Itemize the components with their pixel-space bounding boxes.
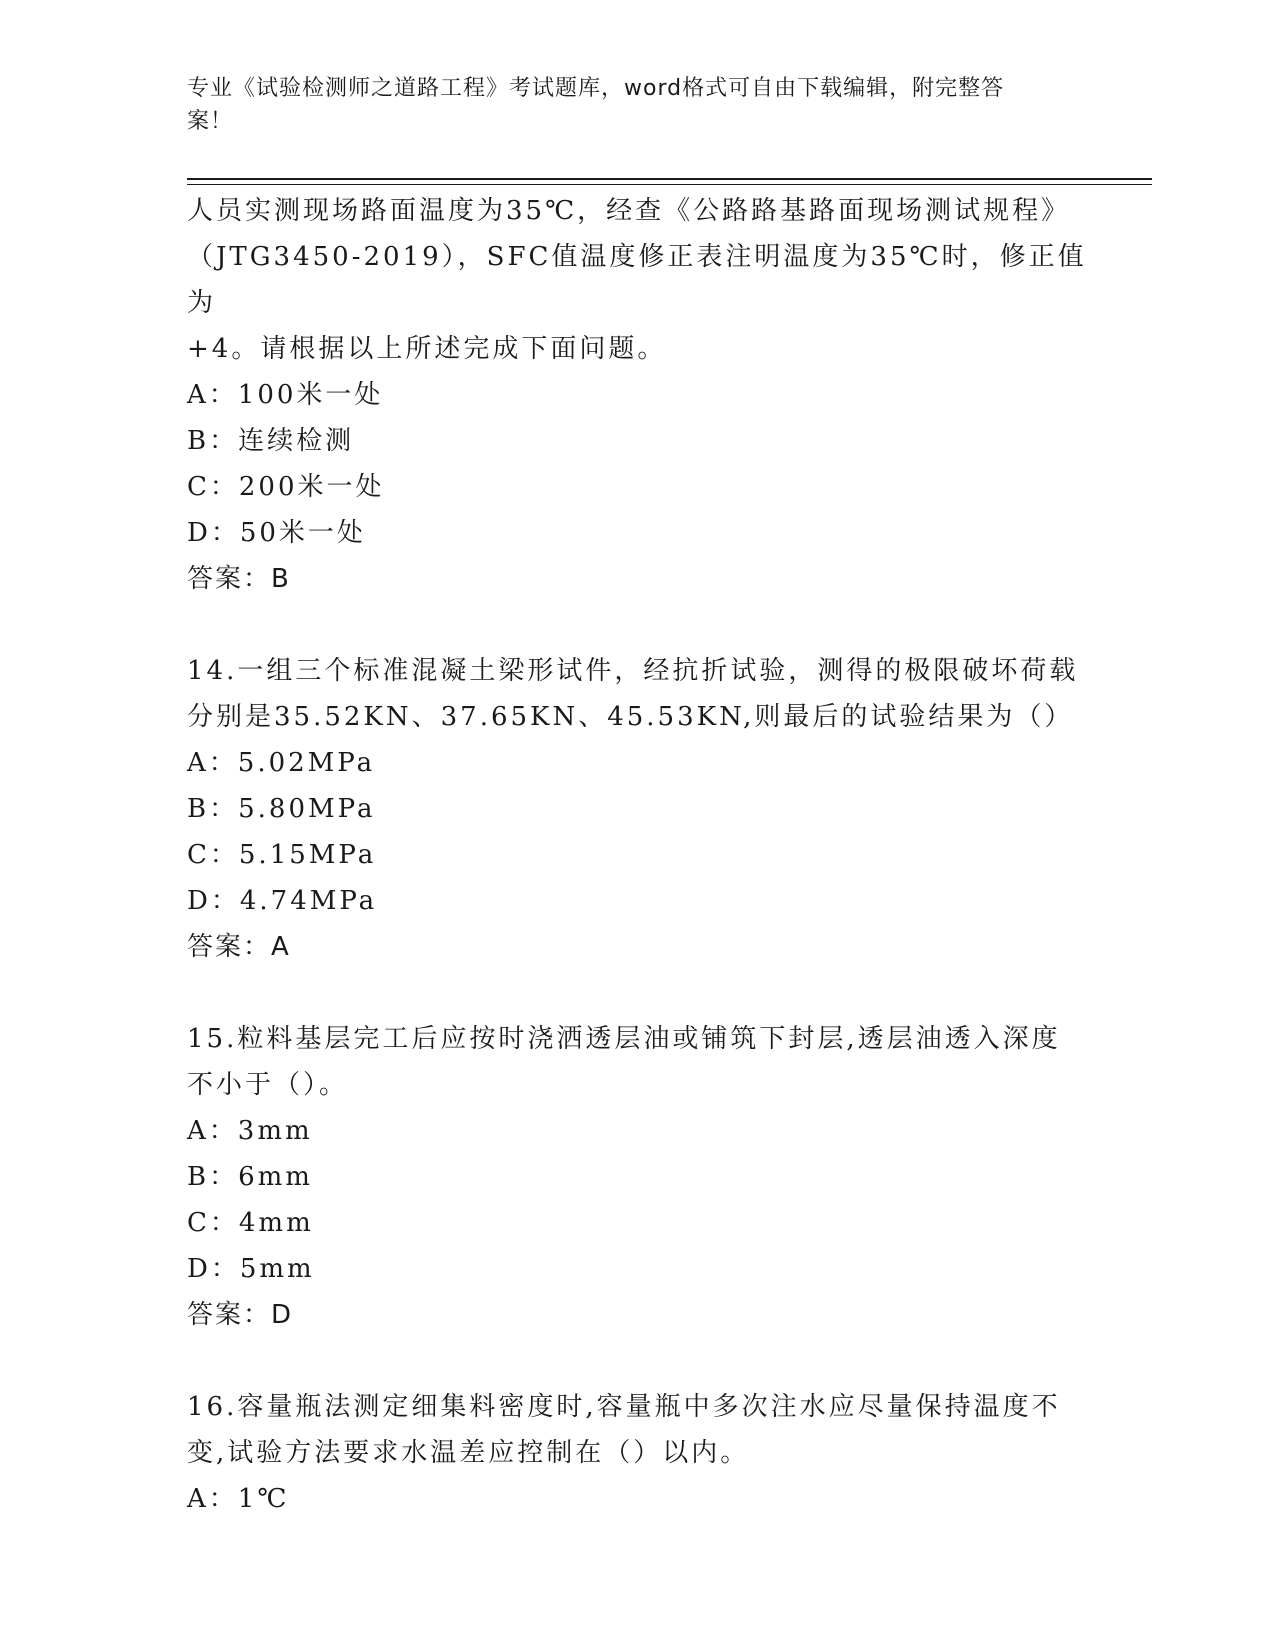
option-b: B：6mm [187,1162,313,1192]
question-text-line: 16.容量瓶法测定细集料密度时,容量瓶中多次注水应尽量保持温度不 [187,1392,1061,1422]
header-divider-thin [187,184,1152,185]
option-d: D：50米一处 [187,518,366,548]
question-text-line: 人员实测现场路面温度为35℃，经查《公路路基路面现场测试规程》 [187,196,1071,226]
question-16 [187,1384,1087,1522]
header-divider-thick [187,178,1152,180]
option-b: B：5.80MPa [187,794,376,824]
question-text-line: 14.一组三个标准混凝土梁形试件，经抗折试验，测得的极限破坏荷载 [187,656,1079,686]
question-text-line: +4。请根据以上所述完成下面问题。 [187,334,667,364]
question-text-line: 15.粒料基层完工后应按时浇洒透层油或铺筑下封层,透层油透入深度 [187,1024,1061,1054]
question-list [187,188,1087,1522]
option-a: A：5.02MPa [187,748,376,778]
option-c: C：200米一处 [187,472,385,502]
option-d: D：4.74MPa [187,886,378,916]
option-d: D：5mm [187,1254,315,1284]
answer: 答案：A [187,932,291,962]
question-14 [187,648,1087,970]
option-a: A：100米一处 [187,380,384,410]
question-text-line: 变,试验方法要求水温差应控制在（）以内。 [187,1438,750,1468]
header-line-1: 专业《试验检测师之道路工程》考试题库，word格式可自由下载编辑，附完整答 [187,76,1005,101]
question-text-line: 不小于（）。 [187,1070,349,1100]
question-text-line: （JTG3450-2019），SFC值温度修正表注明温度为35℃时，修正值为 [187,242,1087,318]
option-c: C：4mm [187,1208,314,1238]
spacer [187,970,1087,1016]
option-b: B：连续检测 [187,426,355,456]
header-line-2: 案！ [187,109,234,134]
question-15 [187,1016,1087,1338]
option-a: A：3mm [187,1116,313,1146]
question-13 [187,188,1087,602]
spacer [187,602,1087,648]
answer: 答案：D [187,1300,294,1330]
option-a: A：1℃ [187,1484,290,1514]
answer: 答案：B [187,564,291,594]
question-text-line: 分别是35.52KN、37.65KN、45.53KN,则最后的试验结果为（） [187,702,1074,732]
spacer [187,1338,1087,1384]
document-header [187,72,1067,138]
option-c: C：5.15MPa [187,840,377,870]
